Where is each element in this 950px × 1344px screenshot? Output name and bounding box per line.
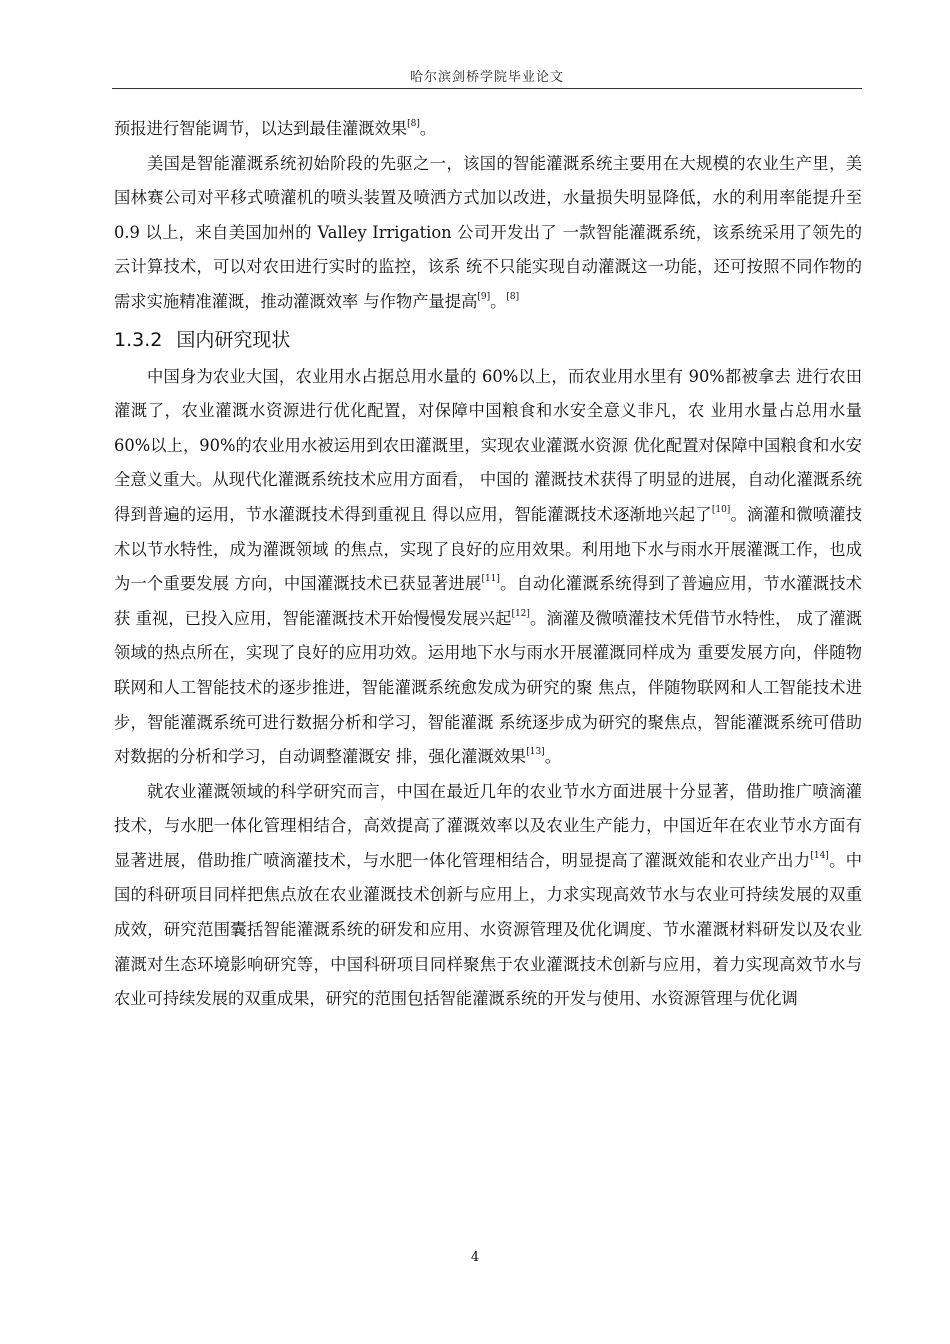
- running-header: 哈尔滨剑桥学院毕业论文: [409, 70, 564, 85]
- paragraph-text: 就农业灌溉领域的科学研究而言，中国在最近几年的农业节水方面进展十分显著，借助推广喷滴灌技术，与水肥一体化管理相结合，高效提高了灌溉效率以及农业生产能力，中国近年在农业节水方面有显著进展，借助推广喷滴灌技术，与水肥一体化管理相结合，明显提高了灌溉效能和农业产出力: [114, 781, 862, 870]
- citation: [14]: [810, 850, 829, 861]
- page-body: [114, 112, 862, 1017]
- citation: [13]: [526, 747, 545, 758]
- paragraph-usa: [114, 147, 862, 320]
- header-rule: [112, 88, 862, 89]
- citation: [8]: [407, 119, 420, 129]
- paragraph-text: 预报进行智能调节，以达到最佳灌溉效果: [114, 119, 408, 138]
- paragraph-continuation: [114, 112, 862, 147]
- paragraph-text: 。滴灌和微喷灌技术以节水特性，成为灌溉领域 的焦点，实现了良好的应用效果。利用地下水与雨水开展灌溉工作，也成为一个重要发展 方向，中国灌溉技术已获显著进展: [114, 504, 862, 594]
- paragraph-text: 。自动化灌溉系统得到了普遍应用，节水灌溉技术获 重视，已投入应用，智能灌溉技术开始慢慢发展兴起: [114, 574, 862, 628]
- citation: [10]: [711, 504, 731, 515]
- page-number: 4: [470, 1250, 480, 1265]
- citation: [8]: [506, 291, 520, 302]
- paragraph-china: [114, 360, 862, 775]
- citation: [12]: [511, 608, 530, 619]
- paragraph-text: 。中国的科研项目同样把焦点放在农业灌溉技术创新与应用上，力求实现高效节水与农业可持续发展的双重成效，研究范围囊括智能灌溉系统的研发和应用、水资源管理及优化调度、节水灌溉材料研发以及农业灌溉对生态环境影响研究等，中国科研项目同样聚焦于农业灌溉技术创新与应用，着力实现高效节水与农业可持续发展的双重成果，研究的范围包括智能灌溉系统的开发与使用、水资源管理与优化调: [114, 850, 862, 1009]
- paragraph-text: 美国是智能灌溉系统初始阶段的先驱之一，该国的智能灌溉系统主要用在大规模的农业生产里，美国林赛公司对平移式喷灌机的喷头装置及喷洒方式加以改进，水量损失明显降低，水的利用率能提升至 0.9 以上，来自美国加州的 Valley Irrigation 公司开发出了 一款智能灌溉系统，该系统采用了领先的云计算技术，可以对农田进行实时的监控，该系 统不只能实现自动灌溉这一功能，还可按照不同作物的需求实施精准灌溉，推动灌溉效率 与作物产量提高: [114, 153, 862, 311]
- paragraph-text: 。: [419, 119, 437, 138]
- paragraph-text: 。滴灌及微喷灌技术凭借节水特性， 成了灌溉领域的热点所在，实现了良好的应用功效。运用地下水与雨水开展灌溉同样成为 重要发展方向，伴随物联网和人工智能技术的逐步推进，智能灌溉系统愈发成为研究的聚 焦点，伴随物联网和人工智能技术进步，智能灌溉系统可进行数据分析和学习，智能灌溉 系统逐步成为研究的聚焦点，智能灌溉系统可借助对数据的分析和学习，自动调整灌溉安 排，强化灌溉效果: [114, 608, 862, 767]
- section-title: 国内研究现状: [176, 328, 291, 351]
- paragraph-text: 中国身为农业大国，农业用水占据总用水量的 60%以上，而农业用水里有 90%都被拿去 进行农田灌溉了，农业灌溉水资源进行优化配置，对保障中国粮食和水安全意义非凡，农 业用水量占总用水量 60%以上，90%的农业用水被运用到农田灌溉里，实现农业灌溉水资源 优化配置对保障中国粮食和水安全意义重大。从现代化灌溉系统技术应用方面看， 中国的 灌溉技术获得了明显的进展，自动化灌溉系统得到普遍的运用，节水灌溉技术得到重视且 得以应用，智能灌溉技术逐渐地兴起了: [114, 366, 862, 524]
- paragraph-research: [114, 775, 862, 1017]
- citation: [11]: [481, 574, 500, 585]
- section-number: 1.3.2: [114, 328, 163, 351]
- paragraph-text: 。: [490, 291, 507, 311]
- section-heading: [114, 320, 862, 360]
- citation: [9]: [477, 291, 491, 302]
- paragraph-text: 。: [544, 747, 561, 767]
